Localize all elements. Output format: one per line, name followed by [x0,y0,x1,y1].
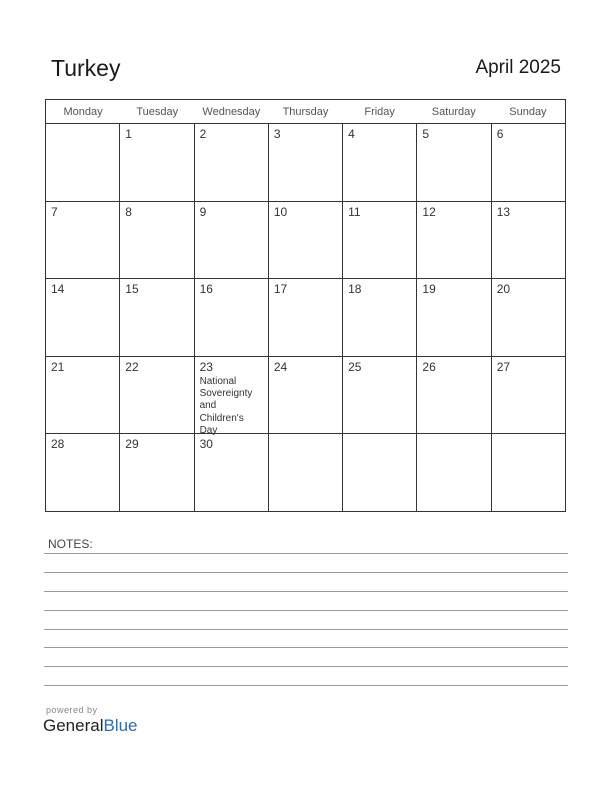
calendar-week-row [46,124,565,202]
weekday-monday: Monday [63,106,103,118]
calendar-day-cell [269,357,343,434]
calendar-day-cell [343,202,417,279]
day-number: 28 [51,437,65,452]
day-number: 13 [496,204,511,219]
calendar-day-cell [269,279,343,356]
notes-line [44,572,568,573]
calendar-day-cell [343,124,417,201]
calendar-day-cell [492,434,565,512]
day-number: 7 [51,204,58,219]
calendar-country-title: Turkey [51,55,121,81]
weekday-friday: Friday [364,106,395,118]
day-number: 11 [348,204,361,219]
calendar-day-cell [269,434,343,512]
calendar-day-cell [120,279,194,356]
calendar-day-cell [120,357,194,434]
day-number: 1 [125,127,132,141]
notes-line [44,647,568,648]
calendar-day-cell [492,357,565,434]
day-number: 17 [273,282,288,297]
weekday-thursday: Thursday [282,106,329,118]
calendar-day-cell [343,279,417,356]
weekday-wednesday: Wednesday [202,106,261,118]
powered-by-text: powered by [46,705,98,715]
calendar-day-cell [195,279,269,356]
calendar-weeks [46,124,565,512]
day-number: 21 [51,359,65,374]
calendar-day-cell [417,124,491,201]
notes-line [44,553,568,554]
calendar-day-cell [120,202,194,279]
calendar-day-cell [120,124,194,201]
calendar-day-cell [269,124,343,201]
weekday-saturday: Saturday [431,106,476,118]
calendar-day-cell [492,124,565,201]
day-number: 22 [125,359,139,374]
day-number: 4 [348,127,355,141]
calendar-day-cell [46,357,120,434]
calendar-day-cell [46,202,120,279]
notes-line [44,666,568,667]
day-number: 25 [348,359,362,374]
notes-line [44,610,568,611]
calendar-grid [45,99,566,512]
calendar-day-cell [417,279,491,356]
weekday-sunday: Sunday [509,106,547,118]
calendar-day-cell [269,202,343,279]
day-number: 24 [273,359,288,374]
calendar-day-cell [343,434,417,512]
day-number: 19 [422,282,436,297]
weekday-header-row [46,100,565,124]
calendar-day-cell [120,434,194,512]
notes-line [44,629,568,630]
calendar-day-cell [195,357,269,434]
calendar-day-cell [195,202,269,279]
calendar-day-cell [492,202,565,279]
calendar-day-cell [195,434,269,512]
calendar-day-cell [195,124,269,201]
notes-label: NOTES: [48,537,93,551]
brand-general: General [43,716,104,735]
calendar-week-row [46,202,565,280]
calendar-day-cell [343,357,417,434]
day-number: 23 [199,359,213,374]
day-number: 5 [422,127,430,141]
day-number: 14 [51,282,65,297]
notes-line [44,591,568,592]
day-number: 29 [125,437,139,452]
day-number: 15 [125,282,139,297]
day-number: 27 [496,359,511,374]
notes-line [44,685,568,686]
calendar-day-cell [46,279,120,356]
day-number: 6 [496,127,504,141]
day-number: 26 [422,359,436,374]
day-number: 9 [199,204,207,219]
weekday-tuesday: Tuesday [136,106,179,118]
generalblue-logo [43,716,138,736]
calendar-day-cell [417,357,491,434]
calendar-day-cell [46,124,120,201]
day-number: 30 [199,437,213,452]
brand-blue: Blue [103,716,138,735]
day-number: 12 [422,204,436,219]
holiday-label: National Sovereignty and Children's Day [199,375,253,436]
day-number: 18 [348,282,362,297]
day-number: 20 [496,282,511,297]
day-number: 3 [273,127,281,141]
calendar-day-cell [492,279,565,356]
calendar-week-row [46,357,565,435]
day-number: 10 [273,204,288,219]
day-number: 8 [125,204,132,219]
day-number: 2 [199,127,207,141]
calendar-week-row [46,434,565,512]
calendar-day-cell [417,434,491,512]
calendar-month-title: April 2025 [475,57,561,78]
calendar-day-cell [46,434,120,512]
day-number: 16 [199,282,213,297]
calendar-day-cell [417,202,491,279]
calendar-week-row [46,279,565,357]
